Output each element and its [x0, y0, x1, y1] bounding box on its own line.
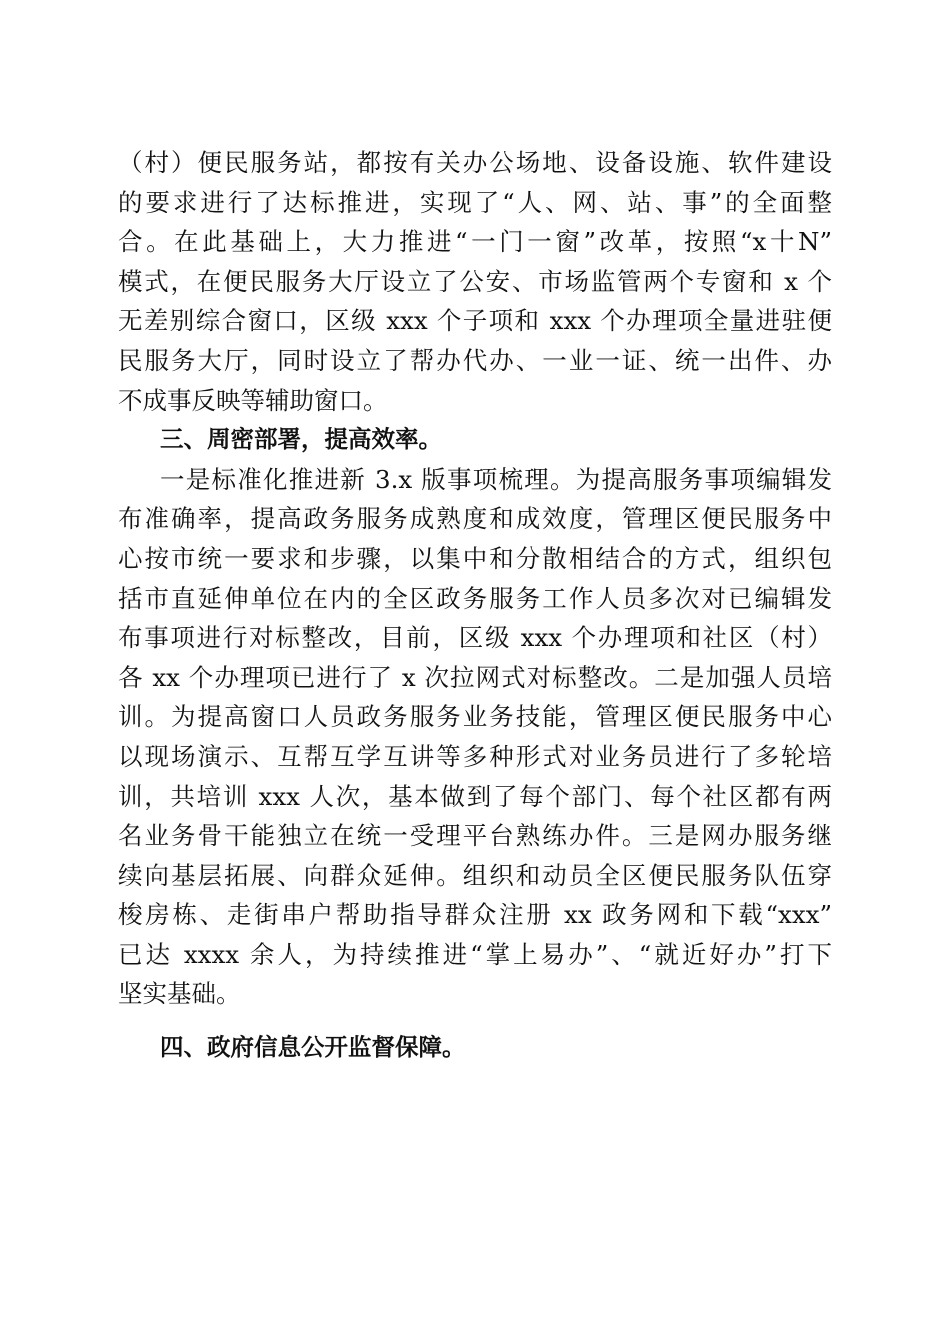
paragraph-line: 以现场演示、互帮互学互讲等多种形式对业务员进行了多轮培 [118, 741, 832, 771]
paragraph-line: （村）便民服务站，都按有关办公场地、设备设施、软件建设 [118, 148, 832, 177]
paragraph-line: 各 xx 个办理项已进行了 x 次拉网式对标整改。二是加强人员培 [118, 662, 832, 692]
paragraph-line: 梭房栋、走街串户帮助指导群众注册 xx 政务网和下载“xxx” [118, 900, 832, 930]
section-heading-3: 三、周密部署，提高效率。 [160, 425, 442, 454]
paragraph-line: 已达 xxxx 余人，为持续推进“掌上易办”、“就近好办”打下 [118, 939, 832, 969]
paragraph-line: 训，共培训 xxx 人次，基本做到了每个部门、每个社区都有两 [118, 781, 832, 811]
document-page [118, 143, 832, 1068]
paragraph-line: 训。为提高窗口人员政务服务业务技能，管理区便民服务中心 [118, 702, 832, 732]
paragraph-line: 心按市统一要求和步骤，以集中和分散相结合的方式，组织包 [118, 543, 832, 573]
paragraph-line: 续向基层拓展、向群众延伸。组织和动员全区便民服务队伍穿 [118, 860, 832, 890]
paragraph-line: 模式，在便民服务大厅设立了公安、市场监管两个专窗和 x 个 [118, 266, 832, 296]
paragraph-line: 不成事反映等辅助窗口。 [118, 385, 388, 415]
section-heading-4: 四、政府信息公开监督保障。 [160, 1033, 466, 1062]
paragraph-line: 坚实基础。 [118, 979, 241, 1009]
paragraph-line: 一是标准化推进新 3.x 版事项梳理。为提高服务事项编辑发 [160, 464, 832, 494]
paragraph-line: 合。在此基础上，大力推进“一门一窗”改革，按照“x十N” [118, 227, 832, 257]
paragraph-line: 布准确率，提高政务服务成熟度和成效度，管理区便民服务中 [118, 504, 832, 534]
paragraph-1 [118, 143, 832, 420]
paragraph-line: 无差别综合窗口，区级 xxx 个子项和 xxx 个办理项全量进驻便 [118, 306, 832, 336]
paragraph-line: 的要求进行了达标推进，实现了“人、网、站、事”的全面整 [118, 187, 832, 217]
paragraph-line: 名业务骨干能独立在统一受理平台熟练办件。三是网办服务继 [118, 821, 832, 851]
paragraph-line: 民服务大厅，同时设立了帮办代办、一业一证、统一出件、办 [118, 345, 832, 375]
paragraph-line: 布事项进行对标整改，目前，区级 xxx 个办理项和社区（村） [118, 623, 832, 653]
paragraph-line: 括市直延伸单位在内的全区政务服务工作人员多次对已编辑发 [118, 583, 832, 613]
paragraph-2 [118, 460, 832, 1014]
